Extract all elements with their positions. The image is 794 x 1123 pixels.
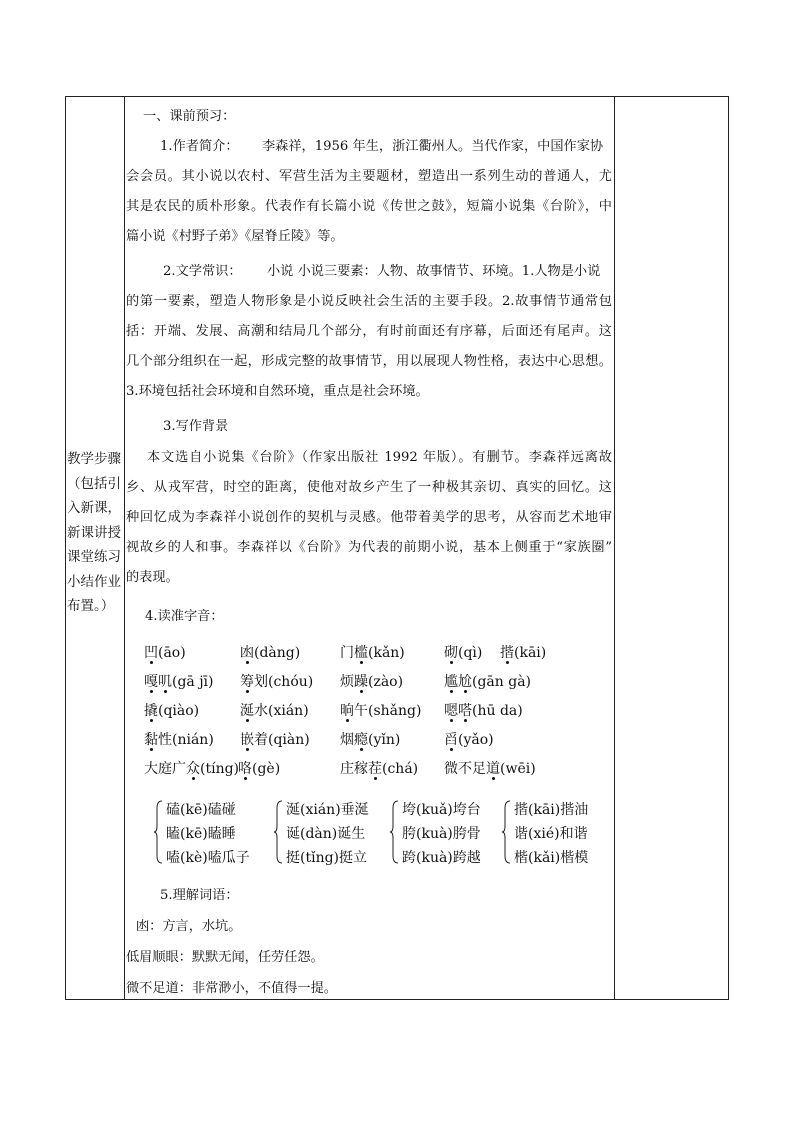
column-divider xyxy=(614,97,615,999)
pronunciation-item: 大庭广众(tíng) xyxy=(144,761,240,777)
polyphone-entry: 嗑(kè)嗑瓜子 xyxy=(166,850,250,866)
column-divider xyxy=(124,97,125,999)
polyphone-entry: 揩(kāi)揩油 xyxy=(514,802,589,818)
literature-text-line: 几个部分组织在一起，形成完整的故事情节，用以展现人物性格，表达中心思想。 xyxy=(126,354,612,369)
pronunciation-item: 筹划(chóu) xyxy=(240,674,314,690)
author-text-line: 篇小说《村野子弟》《屋脊丘陵》等。 xyxy=(126,229,344,244)
polyphone-entry: 挺(tǐng)挺立 xyxy=(286,850,368,866)
pronunciation-item: 凹(āo) xyxy=(144,645,186,661)
polyphone-entry: 楷(kǎi)楷模 xyxy=(514,850,589,866)
brace-icon xyxy=(389,800,399,864)
pronunciation-item: 嵌着(qiàn) xyxy=(240,732,310,748)
polyphone-entry: 垮(kuǎ)垮台 xyxy=(402,802,481,818)
pronunciation-item: 凼(dàng) xyxy=(240,645,301,661)
polyphone-group xyxy=(402,798,481,870)
brace-icon xyxy=(273,800,283,864)
polyphone-entry: 瞌(kē)瞌睡 xyxy=(166,826,236,842)
author-text-line: 会会员。其小说以农村、军营生活为主要题材，塑造出一系列生动的普通人，尤 xyxy=(126,169,612,184)
pronunciation-item: 嘎叽(gā jī) xyxy=(144,674,214,690)
polyphone-group xyxy=(514,798,588,870)
pronunciation-item: 微不足道(wēi) xyxy=(444,761,536,777)
pronunciation-item: 黏性(nián) xyxy=(144,732,214,748)
vocabulary-item: 微不足道：非常渺小，不值得一提。 xyxy=(126,981,337,996)
background-heading: 3.写作背景 xyxy=(163,419,229,434)
pronunciation-item: 庄稼茬(chá) xyxy=(340,761,419,777)
pronunciation-item: 晌午(shǎng) xyxy=(340,703,422,719)
polyphone-entry: 涎(xián)垂涎 xyxy=(286,802,369,818)
preview-heading: 一、课前预习： xyxy=(143,109,236,124)
polyphone-group xyxy=(166,798,250,870)
label-line: 入新课， xyxy=(67,500,121,516)
vocabulary-item: 凼：方言，水坑。 xyxy=(136,919,242,934)
pronunciation-item: 门槛(kǎn) xyxy=(340,645,405,661)
polyphone-entry: 谐(xié)和谐 xyxy=(514,826,588,842)
literature-text-line: 括：开端、发展、高潮和结局几个部分，有时前面还有序幕，后面还有尾声。这 xyxy=(126,324,612,339)
pronunciation-heading: 4.读准字音： xyxy=(145,609,224,624)
teaching-steps-label xyxy=(66,447,124,619)
pronunciation-item: 烦躁(zào) xyxy=(340,674,404,690)
background-text-line: 视故乡的人和事。李森祥以《台阶》为代表的前期小说，基本上侧重于“家族圈” xyxy=(126,540,612,555)
literature-heading: 2.文学常识： xyxy=(163,264,242,279)
brace-icon xyxy=(153,800,163,864)
label-line: 布置。） xyxy=(67,598,115,614)
background-text-line: 本文选自小说集《台阶》（作家出版社 1992 年版）。有删节。李森祥远离故 xyxy=(147,450,612,465)
pronunciation-item: 尴尬(gān gà) xyxy=(444,674,532,690)
pronunciation-item: 涎水(xián) xyxy=(240,703,309,719)
label-line: （包括引 xyxy=(67,475,121,492)
pronunciation-item: 砌(qì) xyxy=(444,645,483,661)
background-text-line: 乡、从戎军营，时空的距离，使他对故乡产生了一种极其亲切、真实的回忆。这 xyxy=(126,480,612,495)
polyphone-group xyxy=(286,798,369,870)
pronunciation-item: 撬(qiào) xyxy=(144,703,200,719)
lesson-content xyxy=(126,97,614,999)
literature-text-line: 的第一要素，塑造人物形象是小说反映社会生活的主要手段。2.故事情节通常包 xyxy=(126,294,612,309)
author-heading: 1.作者简介： xyxy=(160,139,239,154)
label-line: 教学步骤 xyxy=(67,451,121,467)
pronunciation-item: 嗯嗒(hū da) xyxy=(444,703,523,719)
polyphone-entry: 诞(dàn)诞生 xyxy=(286,826,366,842)
vocabulary-heading: 5.理解词语： xyxy=(160,888,239,903)
polyphone-entry: 磕(kē)磕碰 xyxy=(166,802,236,818)
background-text-line: 种回忆成为李森祥小说创作的契机与灵感。他带着美学的思考，从容而艺术地审 xyxy=(126,510,612,525)
lesson-table xyxy=(65,96,729,1000)
label-line: 小结作业 xyxy=(67,573,121,590)
pronunciation-item: 舀(yǎo) xyxy=(444,732,494,748)
polyphone-entry: 跨(kuà)跨越 xyxy=(402,850,481,866)
author-text-line: 李森祥，1956 年生，浙江衢州人。当代作家，中国作家协 xyxy=(262,139,604,154)
pronunciation-item: 咯(gè) xyxy=(238,761,281,777)
vocabulary-item: 低眉顺眼：默默无闻，任劳任怨。 xyxy=(126,950,324,965)
brace-icon xyxy=(501,800,511,864)
polyphone-entry: 胯(kuà)胯骨 xyxy=(402,826,481,842)
label-line: 课堂练习 xyxy=(67,549,121,565)
literature-text-line: 小说 小说三要素：人物、故事情节、环境。1.人物是小说 xyxy=(267,264,601,279)
pronunciation-item: 烟瘾(yǐn) xyxy=(340,732,401,748)
literature-text-line: 3.环境包括社会环境和自然环境，重点是社会环境。 xyxy=(126,384,429,399)
background-text-line: 的表现。 xyxy=(126,570,179,585)
label-line: 新课讲授 xyxy=(67,524,121,541)
pronunciation-item: 揩(kāi) xyxy=(500,645,547,661)
author-text-line: 其是农民的质朴形象。代表作有长篇小说《传世之鼓》，短篇小说集《台阶》，中 xyxy=(126,199,612,214)
